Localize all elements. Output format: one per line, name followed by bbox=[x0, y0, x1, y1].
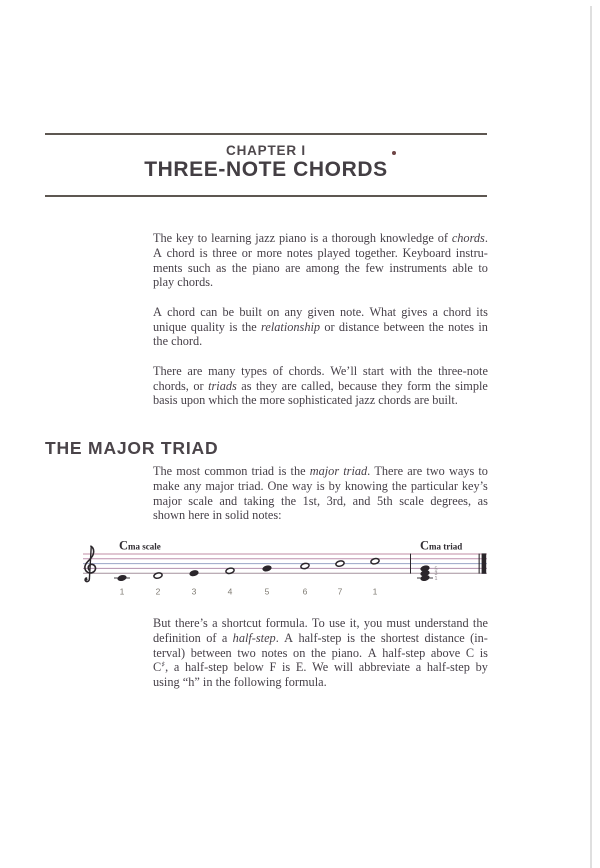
degree-number: 1 bbox=[372, 586, 378, 597]
chapter-label: CHAPTER I bbox=[226, 143, 306, 158]
degree-number: 4 bbox=[227, 586, 233, 597]
header-rule-bottom bbox=[45, 195, 487, 197]
note-head bbox=[335, 560, 344, 567]
text-line: ments such as the piano are among the few instruments able to bbox=[153, 260, 488, 275]
chapter-title: THREE-NOTE CHORDS bbox=[144, 158, 388, 181]
final-barline-thick bbox=[482, 553, 487, 573]
text-line: terval) between two notes on the piano. A half-step above C is bbox=[153, 645, 488, 660]
text-line: play chords. bbox=[153, 275, 214, 290]
text-line: The most common triad is the major triad. There are two ways to bbox=[153, 464, 488, 478]
paragraph bbox=[153, 305, 488, 349]
note-head bbox=[189, 569, 200, 577]
triad-digit: 1 bbox=[434, 576, 438, 582]
degree-number: 5 bbox=[264, 586, 270, 597]
triad-paragraph bbox=[153, 464, 488, 523]
degree-number: 1 bbox=[119, 586, 125, 597]
degree-number: 6 bbox=[302, 586, 308, 597]
ink-speck bbox=[392, 151, 396, 155]
degree-number: 3 bbox=[191, 586, 197, 597]
scale-label: Cma scale bbox=[119, 538, 161, 553]
text-line: A chord can be built on any given note. What gives a chord its bbox=[153, 304, 488, 319]
treble-clef-dot bbox=[85, 578, 87, 580]
text-line: using “h” in the following formula. bbox=[153, 675, 327, 690]
intro-paragraphs bbox=[153, 231, 488, 423]
text-line: The key to learning jazz piano is a thorough knowledge of chords. bbox=[153, 231, 488, 245]
text-line: unique quality is the relationship or distance between the notes in bbox=[153, 319, 488, 334]
triad-label: Cma triad bbox=[420, 538, 463, 553]
text-line: C♯, a half-step below F is E. We will abbreviate a half-step by bbox=[153, 660, 488, 675]
section-heading: THE MAJOR TRIAD bbox=[45, 438, 219, 458]
triad-digit: 3 bbox=[434, 571, 438, 578]
text-line: definition of a half-step. A half-step is the shortest distance (in- bbox=[153, 630, 488, 645]
note-head bbox=[262, 564, 273, 572]
text-line: major scale and taking the 1st, 3rd, and 5th scale degrees, as bbox=[153, 493, 488, 508]
text-line: basis upon which the more sophisticated jazz chords are built. bbox=[153, 393, 458, 408]
text-line: chords, or triads as they are called, because they form the simple bbox=[153, 378, 488, 393]
paragraph bbox=[153, 231, 488, 290]
treble-clef-stem bbox=[89, 547, 91, 579]
text-line: the chord. bbox=[153, 334, 203, 349]
page-scan-edge bbox=[590, 6, 592, 868]
text-line: There are many types of chords. We’ll start with the three-note bbox=[153, 363, 488, 378]
text-line: But there’s a shortcut formula. To use it, you must understand the bbox=[153, 616, 488, 630]
degree-number: 7 bbox=[337, 586, 343, 597]
music-staff bbox=[78, 533, 498, 603]
final-barline-thin bbox=[479, 554, 480, 574]
header-rule-top bbox=[45, 133, 487, 135]
triad-digit: 5 bbox=[434, 566, 438, 573]
shortcut-paragraph bbox=[153, 616, 488, 690]
text-line: shown here in solid notes: bbox=[153, 508, 282, 523]
paragraph bbox=[153, 364, 488, 408]
text-line: make any major triad. One way is by knowing the particular key’s bbox=[153, 478, 488, 493]
degree-number: 2 bbox=[155, 586, 161, 597]
barline bbox=[410, 554, 411, 574]
note-head bbox=[117, 574, 128, 582]
text-line: A chord is three or more notes played together. Keyboard instru- bbox=[153, 245, 488, 260]
